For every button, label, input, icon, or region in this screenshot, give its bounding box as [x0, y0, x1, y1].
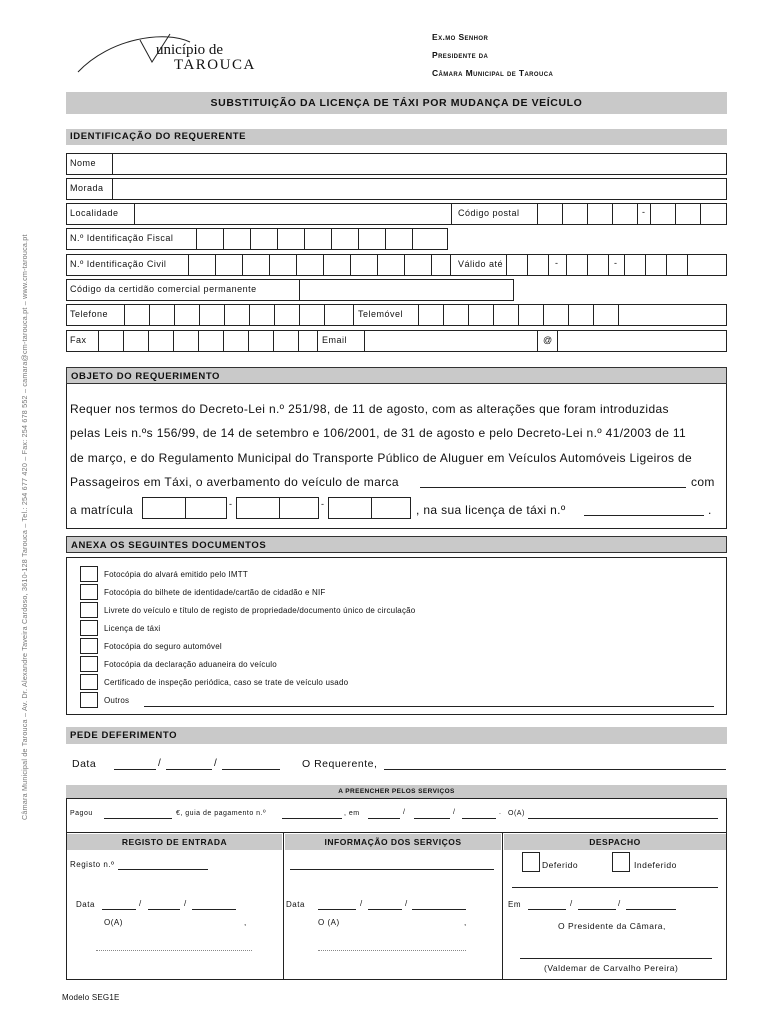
document-label: Certificado de inspeção periódica, caso se trate de veículo usado — [104, 678, 349, 687]
date-separator: / — [618, 899, 621, 908]
indeferido-label: Indeferido — [634, 860, 677, 870]
telemovel-digit[interactable] — [593, 304, 619, 326]
date-separator: / — [184, 899, 187, 908]
presidente-label: O Presidente da Câmara, — [558, 921, 666, 931]
validade-digit[interactable] — [587, 254, 609, 276]
registo-year-input[interactable] — [192, 909, 236, 910]
validade-digit[interactable] — [527, 254, 549, 276]
document-checkbox[interactable] — [80, 656, 98, 672]
licenca-period: . — [708, 503, 712, 517]
nic-digit[interactable] — [215, 254, 243, 276]
email-domain-input[interactable] — [557, 330, 727, 352]
validade-digit[interactable] — [624, 254, 646, 276]
fax-digit[interactable] — [223, 330, 249, 352]
date-separator: / — [158, 758, 162, 769]
deferido-label: Deferido — [542, 860, 579, 870]
matricula-label: a matrícula — [70, 503, 134, 517]
nif-digit[interactable] — [304, 228, 332, 250]
guia-label: €, guia de pagamento n.º — [176, 810, 267, 817]
validade-digit[interactable] — [687, 254, 727, 276]
nic-digit[interactable] — [296, 254, 324, 276]
section-anexa-header — [66, 536, 727, 553]
despacho-day-input[interactable] — [528, 909, 566, 910]
document-label: Livrete do veículo e título de registo de propriedade/documento único de circulação — [104, 606, 416, 615]
despacho-text-input[interactable] — [512, 887, 718, 888]
pag-period: . — [499, 809, 502, 816]
telemovel-digit[interactable] — [468, 304, 494, 326]
telefone-digit[interactable] — [249, 304, 275, 326]
validade-dash: - — [555, 258, 559, 268]
pag-month-input[interactable] — [414, 818, 450, 819]
despacho-header: DESPACHO — [504, 834, 726, 850]
objeto-com-text: com — [691, 475, 715, 489]
fax-digit[interactable] — [173, 330, 199, 352]
document-checkbox[interactable] — [80, 638, 98, 654]
telemovel-digit[interactable] — [518, 304, 544, 326]
fax-digit[interactable] — [98, 330, 124, 352]
indeferido-checkbox[interactable] — [612, 852, 630, 872]
document-checkbox[interactable] — [80, 674, 98, 690]
section-label: IDENTIFICAÇÃO DO REQUERENTE — [70, 131, 247, 142]
date-separator: / — [403, 809, 406, 816]
certidao-label: Código da certidão comercial permanente — [70, 284, 257, 294]
validade-digit[interactable] — [506, 254, 528, 276]
document-label: Fotocópia da declaração aduaneira do veículo — [104, 660, 277, 669]
section-label: PEDE DEFERIMENTO — [70, 730, 178, 741]
validade-digit[interactable] — [666, 254, 688, 276]
codigo-postal-digit[interactable] — [650, 203, 676, 225]
pede-data-month-input[interactable] — [166, 769, 212, 770]
validade-digit[interactable] — [645, 254, 667, 276]
objeto-text-line: pelas Leis n.ºs 156/99, de 14 de setembro e 106/2001, de 31 de agosto e pelo Decreto-Lei n.º 41/2003 de 11 — [70, 426, 687, 440]
despacho-em-label: Em — [508, 900, 521, 909]
logo-text-line1: unicípio de — [156, 42, 224, 58]
informacao-month-input[interactable] — [368, 909, 402, 910]
objeto-text-line: Passageiros em Táxi, o averbamento do veículo de marca — [70, 475, 399, 489]
requerente-signature-input[interactable] — [384, 769, 726, 770]
validade-digit[interactable] — [566, 254, 588, 276]
nif-digit[interactable] — [412, 228, 448, 250]
document-label: Fotocópia do seguro automóvel — [104, 642, 222, 651]
pede-data-year-input[interactable] — [222, 769, 280, 770]
nic-digit[interactable] — [188, 254, 216, 276]
date-separator: / — [360, 899, 363, 908]
document-label: Outros — [104, 696, 130, 705]
servicos-header — [66, 785, 727, 799]
fax-digit[interactable] — [123, 330, 149, 352]
telefone-digit[interactable] — [149, 304, 175, 326]
document-checkbox[interactable] — [80, 620, 98, 636]
em-label: , em — [344, 810, 360, 817]
document-checkbox[interactable] — [80, 566, 98, 582]
licenca-numero-input[interactable] — [584, 515, 704, 516]
telemovel-digit[interactable] — [493, 304, 519, 326]
nif-digit[interactable] — [358, 228, 386, 250]
codigo-postal-digit[interactable] — [700, 203, 727, 225]
date-separator: / — [214, 758, 218, 769]
matricula-dash: - — [321, 499, 325, 509]
guia-numero-input[interactable] — [282, 818, 342, 819]
informacao-signature-input[interactable] — [318, 950, 466, 951]
addressee-block — [432, 28, 553, 82]
outros-input[interactable] — [144, 706, 714, 707]
informacao-oa-label: O (A) — [318, 918, 340, 927]
nic-label: N.º Identificação Civil — [70, 259, 167, 269]
document-label: Fotocópia do alvará emitido pelo IMTT — [104, 570, 248, 579]
date-separator: / — [139, 899, 142, 908]
localidade-input[interactable] — [134, 203, 452, 225]
registo-signature-input[interactable] — [96, 950, 252, 951]
registo-comma: , — [244, 918, 247, 927]
objeto-text-line: Requer nos termos do Decreto-Lei n.º 251/98, de 11 de agosto, com as alterações que foram introduzidas — [70, 402, 669, 416]
localidade-label: Localidade — [70, 208, 119, 218]
matricula-digit[interactable] — [142, 497, 186, 519]
addressee-line: Câmara Municipal de Tarouca — [432, 68, 554, 78]
codigo-postal-digit[interactable] — [612, 203, 638, 225]
registo-n-input[interactable] — [118, 869, 208, 870]
pagou-label: Pagou — [70, 810, 93, 817]
informacao-year-input[interactable] — [412, 909, 466, 910]
telefone-digit[interactable] — [324, 304, 354, 326]
fax-digit[interactable] — [298, 330, 318, 352]
nome-input[interactable] — [112, 153, 727, 175]
registo-month-input[interactable] — [148, 909, 180, 910]
matricula-digit[interactable] — [185, 497, 227, 519]
informacao-header: INFORMAÇÃO DOS SERVIÇOS — [285, 834, 501, 850]
servicos-divider — [66, 832, 727, 833]
registo-n-label: Registo n.º — [70, 860, 115, 869]
pag-year-input[interactable] — [462, 818, 496, 819]
registo-day-input[interactable] — [102, 909, 136, 910]
date-separator: / — [570, 899, 573, 908]
sidebar-contact-text — [20, 170, 44, 820]
footer-model-code: Modelo SEG1E — [62, 993, 120, 1002]
nic-digit[interactable] — [242, 254, 270, 276]
codigo-postal-dash: - — [642, 207, 646, 217]
nic-digit[interactable] — [269, 254, 297, 276]
section-requerente-header — [66, 129, 727, 145]
municipality-logo — [70, 28, 270, 78]
telemovel-digit[interactable] — [568, 304, 594, 326]
nome-label: Nome — [70, 158, 97, 168]
email-at-label: @ — [543, 335, 553, 345]
nic-digit[interactable] — [431, 254, 451, 276]
telefone-digit[interactable] — [299, 304, 325, 326]
logo-text-line2: TAROUCA — [174, 57, 256, 73]
nic-digit[interactable] — [323, 254, 351, 276]
telefone-digit[interactable] — [199, 304, 225, 326]
document-label: Fotocópia do bilhete de identidade/cartão de cidadão e NIF — [104, 588, 326, 597]
nif-digit[interactable] — [223, 228, 251, 250]
morada-input[interactable] — [112, 178, 727, 200]
pagou-oa-label: O(A) — [508, 810, 525, 817]
nif-digit[interactable] — [331, 228, 359, 250]
fax-digit[interactable] — [248, 330, 274, 352]
objeto-text-line: de março, e do Regulamento Municipal do Transporte Público de Aluguer em Veículos Automóveis Ligeiros de — [70, 451, 693, 465]
document-checkbox[interactable] — [80, 584, 98, 600]
telemovel-digit[interactable] — [543, 304, 569, 326]
deferido-checkbox[interactable] — [522, 852, 540, 872]
addressee-line: Presidente da — [432, 50, 489, 60]
telefone-label: Telefone — [70, 309, 109, 319]
registo-header: REGISTO DE ENTRADA — [67, 834, 282, 850]
servicos-header-label: A PREENCHER PELOS SERVIÇOS — [338, 788, 455, 795]
nif-label: N.º Identificação Fiscal — [70, 233, 174, 243]
email-label: Email — [322, 335, 348, 345]
date-separator: / — [405, 899, 408, 908]
nic-digit[interactable] — [350, 254, 378, 276]
telefone-digit[interactable] — [274, 304, 300, 326]
nif-digit[interactable] — [250, 228, 278, 250]
page-title: SUBSTITUIÇÃO DA LICENÇA DE TÁXI POR MUDANÇA DE VEÍCULO — [66, 92, 727, 114]
section-label: ANEXA OS SEGUINTES DOCUMENTOS — [71, 540, 267, 551]
nif-digit[interactable] — [385, 228, 413, 250]
validade-dash: - — [614, 258, 618, 268]
date-separator: / — [453, 809, 456, 816]
valido-ate-label: Válido até — [458, 259, 504, 269]
matricula-digit[interactable] — [328, 497, 372, 519]
matricula-dash: - — [229, 499, 233, 509]
nic-digit[interactable] — [404, 254, 432, 276]
requerente-label: O Requerente, — [302, 758, 378, 770]
pede-data-day-input[interactable] — [114, 769, 156, 770]
document-checkbox[interactable] — [80, 692, 98, 708]
servicos-divider — [283, 832, 284, 980]
informacao-comma: , — [464, 918, 467, 927]
telemovel-digit[interactable] — [618, 304, 727, 326]
certidao-input[interactable] — [299, 279, 514, 301]
informacao-day-input[interactable] — [318, 909, 356, 910]
email-user-input[interactable] — [364, 330, 538, 352]
codigo-postal-label: Código postal — [458, 208, 520, 218]
despacho-month-input[interactable] — [578, 909, 616, 910]
telefone-digit[interactable] — [124, 304, 150, 326]
morada-label: Morada — [70, 183, 104, 193]
addressee-line: Ex.mo Senhor — [432, 32, 489, 42]
presidente-signature-input[interactable] — [520, 958, 712, 959]
codigo-postal-digit[interactable] — [562, 203, 588, 225]
registo-data-label: Data — [76, 900, 95, 909]
registo-oa-label: O(A) — [104, 918, 123, 927]
presidente-name: (Valdemar de Carvalho Pereira) — [544, 963, 679, 973]
section-pede-header — [66, 727, 727, 744]
nif-digit[interactable] — [277, 228, 305, 250]
telemovel-digit[interactable] — [443, 304, 469, 326]
fax-digit[interactable] — [273, 330, 299, 352]
sidebar-contact-label: Câmara Municipal de Tarouca – Av. Dr. Alexandre Taveira Cardoso, 3610-128 Tarouca – Tel.: 254 677 420 – Fax: 254 678 552 – camara@cm-tarouca.pt – www.cm-tarouca.pt — [20, 234, 29, 820]
codigo-postal-digit[interactable] — [537, 203, 563, 225]
section-label: OBJETO DO REQUERIMENTO — [71, 371, 221, 382]
fax-digit[interactable] — [198, 330, 224, 352]
fax-digit[interactable] — [148, 330, 174, 352]
pag-day-input[interactable] — [368, 818, 400, 819]
telemovel-digit[interactable] — [418, 304, 444, 326]
informacao-data-label: Data — [286, 900, 305, 909]
pagou-amount-input[interactable] — [104, 818, 172, 819]
document-checkbox[interactable] — [80, 602, 98, 618]
nic-digit[interactable] — [377, 254, 405, 276]
telefone-digit[interactable] — [174, 304, 200, 326]
document-label: Licença de táxi — [104, 624, 161, 633]
nif-digit[interactable] — [196, 228, 224, 250]
matricula-digit[interactable] — [371, 497, 411, 519]
servicos-divider — [502, 832, 503, 980]
informacao-text-input[interactable] — [290, 869, 494, 870]
pagou-oa-input[interactable] — [528, 818, 718, 819]
anexa-box — [66, 557, 727, 715]
pede-data-label: Data — [72, 758, 97, 770]
licenca-label: , na sua licença de táxi n.º — [416, 503, 566, 517]
codigo-postal-digit[interactable] — [587, 203, 613, 225]
telefone-digit[interactable] — [224, 304, 250, 326]
telemovel-label: Telemóvel — [358, 309, 404, 319]
codigo-postal-digit[interactable] — [675, 203, 701, 225]
matricula-digit[interactable] — [236, 497, 280, 519]
marca-input[interactable] — [420, 487, 686, 488]
matricula-digit[interactable] — [279, 497, 319, 519]
fax-label: Fax — [70, 335, 87, 345]
despacho-year-input[interactable] — [626, 909, 676, 910]
section-objeto-header — [66, 367, 727, 384]
